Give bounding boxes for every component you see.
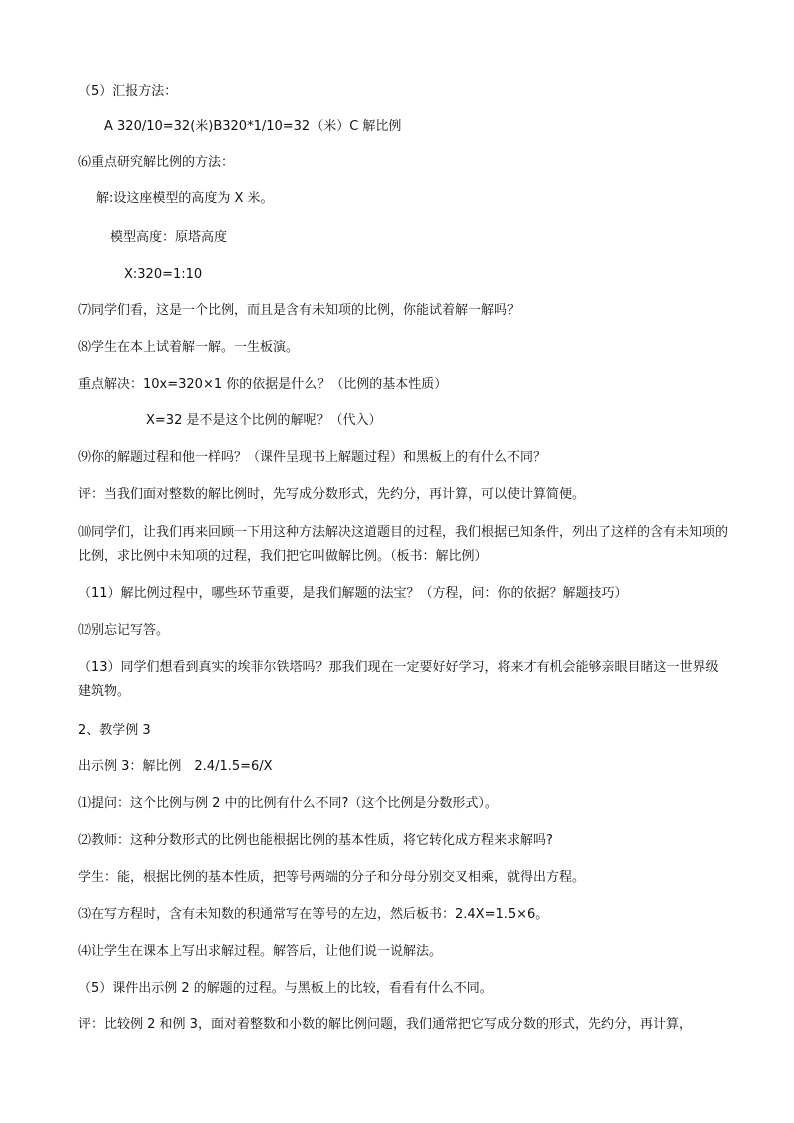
model-ratio-label: 模型高度：原塔高度: [110, 230, 228, 245]
item-5-report-methods: （5）汇报方法：: [78, 84, 178, 99]
example-3-problem: 出示例 3：解比例 2.4/1.5=6/X: [78, 759, 273, 774]
check-answer: X=32 是不是这个比例的解呢？（代入）: [146, 413, 382, 428]
comment-2: 评：比较例 2 和例 3，面对着整数和小数的解比例问题，我们通常把它写成分数的形式，先约分，再计算，: [78, 1017, 692, 1032]
ex3-step-4: ⑷让学生在课本上写出求解过程。解答后，让他们说一说解法。: [78, 944, 443, 959]
item-6-key-study: ⑹重点研究解比例的方法：: [78, 155, 235, 170]
ex3-step-2: ⑵教师：这种分数形式的比例也能根据比例的基本性质，将它转化成方程来求解吗?: [78, 833, 553, 848]
section-example-3: 2、教学例 3: [78, 723, 151, 738]
item-11: （11）解比例过程中，哪些环节重要，是我们解题的法宝？（方程，问：你的依据？解题技巧）: [78, 586, 628, 601]
item-9: ⑼你的解题过程和他一样吗？（课件呈现书上解题过程）和黑板上的有什么不同？: [78, 450, 547, 465]
methods-list: A 320/10=32(米)B320*1/10=32（米）C 解比例: [104, 119, 402, 134]
item-12: ⑿别忘记写答。: [78, 623, 170, 638]
key-solution: 重点解决：10x=320×1 你的依据是什么？（比例的基本性质）: [78, 377, 448, 392]
proportion-equation: X:320=1:10: [124, 267, 203, 282]
solution-setup: 解:设这座模型的高度为 X 米。: [96, 191, 274, 206]
item-10: ⑽同学们，让我们再来回顾一下用这种方法解决这道题目的过程，我们根据已知条件，列出了这样的含有未知项的比例，求比例中未知项的过程，我们把它叫做解比例。（板书：解比例）: [78, 525, 729, 564]
ex3-step-5: （5）课件出示例 2 的解题的过程。与黑板上的比较，看看有什么不同。: [78, 981, 493, 996]
item-13: （13）同学们想看到真实的埃菲尔铁塔吗？那我们现在一定要好好学习，将来才有机会能够亲眼目睹这一世界级建筑物。: [78, 660, 719, 699]
ex3-step-3: ⑶在写方程时，含有未知数的积通常写在等号的左边，然后板书：2.4X=1.5×6。: [78, 907, 549, 922]
item-7: ⑺同学们看，这是一个比例，而且是含有未知项的比例，你能试着解一解吗？: [78, 303, 521, 318]
item-8: ⑻学生在本上试着解一解。一生板演。: [78, 340, 300, 355]
ex3-student-answer: 学生：能，根据比例的基本性质，把等号两端的分子和分母分别交叉相乘，就得出方程。: [78, 870, 586, 885]
ex3-step-1: ⑴提问：这个比例与例 2 中的比例有什么不同?（这个比例是分数形式）。: [78, 796, 498, 811]
comment-1: 评：当我们面对整数的解比例时，先写成分数形式，先约分，再计算，可以使计算简便。: [78, 487, 586, 502]
